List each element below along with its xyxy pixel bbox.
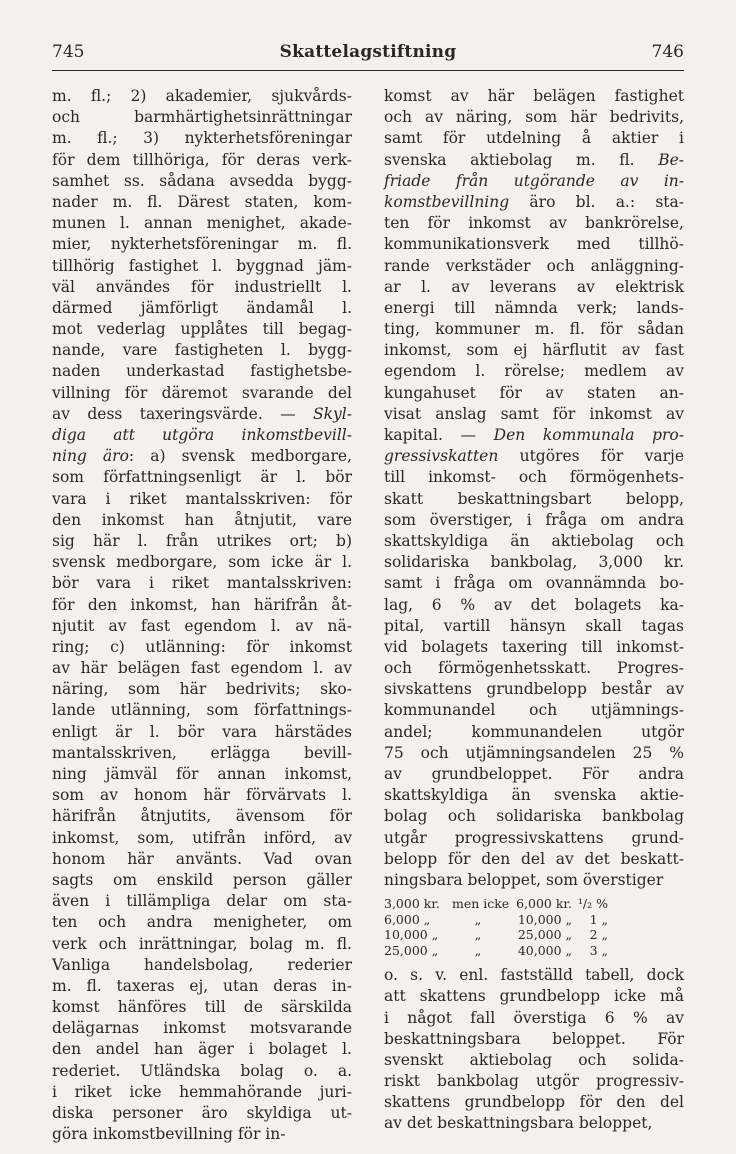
text-line: egendom l. rörelse; medlem av: [384, 362, 684, 381]
text-line: därmed jämförligt ändamål l.: [52, 298, 352, 317]
table-row: [384, 896, 684, 912]
text-line: skattens grundbelopp för den del: [384, 1093, 684, 1112]
text-line: Vanliga handelsbolag, rederier: [52, 955, 352, 974]
text-line: mot vederlag upplåtes till begag-: [52, 320, 352, 339]
header-rule: [52, 70, 684, 71]
text-line: inkomst, som, utifrån införd, av: [52, 828, 352, 847]
text-line: för dem tillhöriga, för deras verk-: [52, 150, 352, 169]
text-line: visat anslag samt för inkomst av: [384, 404, 684, 423]
text-line: av här belägen fast egendom l. av: [52, 659, 352, 678]
text-line: m. fl.; 2) akademier, sjukvårds-: [52, 87, 352, 105]
text-line: gressivskatten utgöres för varje: [384, 447, 684, 466]
text-line: komst av här belägen fastighet: [384, 87, 684, 105]
text-line: göra inkomstbevillning för in-: [52, 1125, 286, 1144]
text-line: ningsbara beloppet, som överstiger: [384, 870, 664, 889]
right-text-column: [384, 86, 684, 1135]
table-cell: 10,000 „: [517, 911, 572, 927]
text-line: komstbevillning äro bl. a.: sta-: [384, 192, 684, 211]
text-line: och barmhärtighetsinrättningar: [52, 108, 352, 127]
left-page-number: 745: [52, 42, 85, 62]
text-line: diga att utgöra inkomstbevill-: [52, 426, 352, 444]
text-line: utgår progressivskattens grund-: [384, 828, 684, 847]
text-line: den inkomst han åtnjutit, vare: [52, 510, 352, 529]
text-line: i något fall överstiga 6 % av: [384, 1008, 684, 1027]
text-line: rederiet. Utländska bolag o. a.: [52, 1061, 352, 1080]
text-line: friade från utgörande av in-: [384, 171, 684, 190]
text-line: energi till nämnda verk; lands-: [384, 298, 684, 317]
text-line: m. fl. taxeras ej, utan deras in-: [52, 976, 352, 995]
text-line: svenska aktiebolag m. fl. Be-: [384, 150, 684, 169]
text-line: komst hänföres till de särskilda: [52, 998, 352, 1017]
text-line: diska personer äro skyldiga ut-: [52, 1104, 352, 1122]
text-line: solidariska bankbolag, 3,000 kr.: [384, 553, 684, 572]
text-line: inkomst, som ej härflutit av fast: [384, 341, 684, 360]
table-cell: men icke: [452, 896, 510, 912]
text-line: mantalsskriven, erlägga bevill-: [52, 743, 352, 762]
text-line: lag, 6 % av det bolagets ka-: [384, 595, 684, 614]
text-line: näring, som här bedrivits; sko-: [52, 680, 352, 699]
text-line: tillhörig fastighet l. byggnad jäm-: [52, 256, 352, 275]
text-line: pital, vartill hänsyn skall tagas: [384, 616, 684, 635]
table-cell: 1 „: [589, 911, 608, 927]
text-line: skattskyldiga än aktiebolag och: [384, 531, 684, 550]
text-line: svenskt aktiebolag och solida-: [384, 1050, 684, 1069]
text-line: andel; kommunandelen utgör: [384, 722, 684, 741]
right-column-text-before-table: [384, 86, 684, 891]
text-line: bör vara i riket mantalsskriven:: [52, 574, 352, 593]
text-line: vid bolagets taxering till inkomst-: [384, 637, 684, 656]
text-line: villning för däremot svarande del: [52, 383, 352, 402]
table-cell: 3 „: [589, 942, 608, 958]
text-line: sagts om enskild person gäller: [52, 870, 352, 889]
text-line: som författningsenligt är l. bör: [52, 468, 352, 487]
table-row: [384, 912, 684, 928]
text-line: den andel han äger i bolaget l.: [52, 1040, 352, 1059]
text-line: sig här l. från utrikes ort; b): [52, 531, 352, 550]
text-line: väl användes för industriellt l.: [52, 277, 352, 296]
text-line: rande verkstäder och anläggning-: [384, 256, 684, 275]
text-line: svensk medborgare, som icke är l.: [52, 553, 352, 572]
progressive-tax-rate-table: [384, 896, 684, 958]
text-line: skattskyldiga än svenska aktie-: [384, 786, 684, 805]
text-line: nande, vare fastigheten l. bygg-: [52, 341, 352, 360]
text-line: samhet ss. sådana avsedda bygg-: [52, 171, 352, 190]
table-cell: 6,000 kr.: [516, 896, 572, 912]
text-line: ning jämväl för annan inkomst,: [52, 765, 352, 783]
text-line: bolag och solidariska bankbolag: [384, 807, 684, 826]
table-cell: ¹/₂ %: [577, 896, 608, 912]
left-text-column: [52, 86, 352, 1145]
text-line: enligt är l. bör vara härstädes: [52, 722, 352, 741]
text-line: riskt bankbolag utgör progressiv-: [384, 1072, 684, 1091]
right-page-number: 746: [651, 42, 684, 62]
text-line: kapital. — Den kommunala pro-: [384, 426, 684, 444]
table-cell: „: [474, 942, 482, 958]
table-cell: 3,000 kr.: [384, 896, 440, 912]
table-cell: „: [474, 911, 482, 927]
table-cell: 25,000 „: [517, 927, 572, 943]
text-line: kungahuset för av staten an-: [384, 383, 684, 402]
text-line: för den inkomst, han härifrån åt-: [52, 595, 352, 614]
text-line: beskattningsbara beloppet. För: [384, 1029, 684, 1048]
text-line: ring; c) utlänning: för inkomst: [52, 637, 352, 656]
table-cell: 6,000 „: [384, 911, 431, 927]
table-row: [384, 943, 684, 959]
text-line: naden underkastad fastighetsbe-: [52, 362, 352, 381]
text-line: av grundbeloppet. För andra: [384, 765, 684, 783]
text-line: kommunikationsverk med tillhö-: [384, 235, 684, 254]
text-line: av det beskattningsbara beloppet,: [384, 1114, 653, 1133]
running-title: Skattelagstiftning: [279, 42, 457, 62]
text-line: härifrån åtnjutits, ävensom för: [52, 807, 352, 826]
table-cell: 40,000 „: [517, 942, 572, 958]
text-line: ting, kommuner m. fl. för sådan: [384, 320, 684, 339]
text-line: munen l. annan menighet, akade-: [52, 214, 352, 233]
table-cell: 10,000 „: [384, 927, 439, 943]
text-line: att skattens grundbelopp icke må: [384, 987, 684, 1006]
text-line: ning äro: a) svensk medborgare,: [52, 447, 352, 466]
text-line: i riket icke hemmahörande juri-: [52, 1082, 352, 1101]
text-line: sivskattens grundbelopp består av: [384, 680, 684, 699]
text-line: mier, nykterhetsföreningar m. fl.: [52, 235, 352, 254]
text-line: 75 och utjämningsandelen 25 %: [384, 743, 684, 762]
text-line: ten för inkomst av bankrörelse,: [384, 214, 684, 233]
text-line: av dess taxeringsvärde. — Skyl-: [52, 404, 352, 423]
table-cell: „: [474, 927, 482, 943]
text-line: till inkomst- och förmögenhets-: [384, 468, 684, 487]
text-line: kommunandel och utjämnings-: [384, 701, 684, 720]
text-line: samt för utdelning å aktier i: [384, 129, 684, 148]
text-line: och av näring, som här bedrivits,: [384, 108, 684, 127]
text-line: m. fl.; 3) nykterhetsföreningar: [52, 129, 352, 148]
text-line: ar l. av leverans av elektrisk: [384, 277, 684, 296]
text-line: belopp för den del av det beskatt-: [384, 849, 684, 868]
text-line: njutit av fast egendom l. av nä-: [52, 616, 352, 635]
text-line: som av honom här förvärvats l.: [52, 786, 352, 805]
table-cell: 2 „: [589, 927, 608, 943]
text-line: nader m. fl. Därest staten, kom-: [52, 192, 352, 211]
table-cell: 25,000 „: [384, 942, 439, 958]
text-line: lande utlänning, som författnings-: [52, 701, 352, 720]
text-line: verk och inrättningar, bolag m. fl.: [52, 934, 352, 953]
text-line: samt i fråga om ovannämnda bo-: [384, 574, 684, 593]
right-column-text-after-table: [384, 965, 684, 1135]
text-line: även i tillämpliga delar om sta-: [52, 892, 352, 911]
table-row: [384, 927, 684, 943]
text-line: och förmögenhetsskatt. Progres-: [384, 659, 684, 678]
text-line: honom här använts. Vad ovan: [52, 849, 352, 868]
text-line: vara i riket mantalsskriven: för: [52, 489, 352, 508]
text-line: delägarnas inkomst motsvarande: [52, 1019, 352, 1038]
text-line: o. s. v. enl. fastställd tabell, dock: [384, 966, 684, 985]
text-line: ten och andra menigheter, om: [52, 913, 352, 932]
text-line: skatt beskattningsbart belopp,: [384, 489, 684, 508]
text-line: som överstiger, i fråga om andra: [384, 510, 684, 529]
